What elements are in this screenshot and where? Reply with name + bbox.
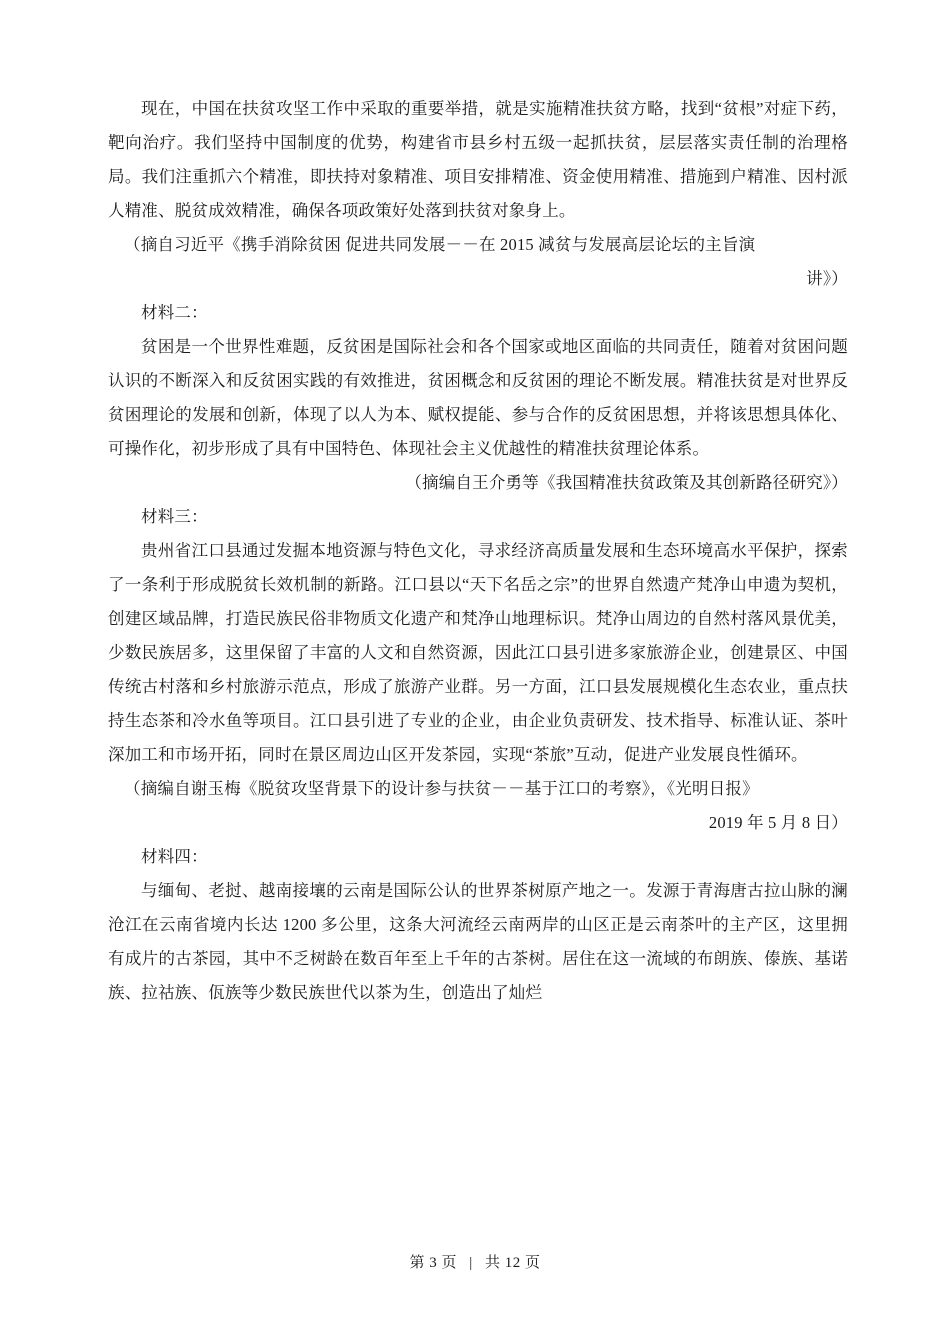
paragraph-material-four-body: 与缅甸、老挝、越南接壤的云南是国际公认的世界茶树原产地之一。发源于青海唐古拉山脉的澜沧江在云南省境内长达 1200 多公里，这条大河流经云南两岸的山区正是云南茶叶的主产区，这里拥有成片的古茶园，其中不乏树龄在数百年至上千年的古茶树。居住在这一流域的布朗族、傣族、基诺族、拉祜族、佤族等少数民族世代以茶为生，创造出了灿烂	[108, 880, 848, 1002]
source-citation-two: （摘编自王介勇等《我国精准扶贫政策及其创新路径研究》）	[405, 472, 848, 492]
document-body	[108, 92, 848, 1010]
source-citation-one	[108, 228, 848, 296]
footer-separator: |	[469, 1255, 473, 1271]
source-citation-one-line2: 讲》）	[806, 268, 848, 288]
paragraph-material-two-body: 贫困是一个世界性难题，反贫困是国际社会和各个国家或地区面临的共同责任，随着对贫困问题认识的不断深入和反贫困实践的有效推进，贫困概念和反贫困的理论不断发展。精准扶贫是对世界反贫困理论的发展和创新，体现了以人为本、赋权提能、参与合作的反贫困思想，并将该思想具体化、可操作化，初步形成了具有中国特色、体现社会主义优越性的精准扶贫理论体系。	[108, 336, 848, 458]
page-footer	[0, 1251, 950, 1272]
source-citation-three-line1: （摘编自谢玉梅《脱贫攻坚背景下的设计参与扶贫－－基于江口的考察》，《光明日报》	[124, 778, 759, 798]
material-two-label: 材料二：	[141, 302, 208, 322]
source-citation-three	[108, 772, 848, 840]
material-four-label: 材料四：	[141, 846, 208, 866]
footer-page-current: 第 3 页	[409, 1255, 457, 1271]
paragraph-material-three-body: 贵州省江口县通过发掘本地资源与特色文化，寻求经济高质量发展和生态环境高水平保护，探索了一条利于形成脱贫长效机制的新路。江口县以“天下名岳之宗”的世界自然遗产梵净山申遗为契机，创建区域品牌，打造民族民俗非物质文化遗产和梵净山地理标识。梵净山周边的自然村落风景优美，少数民族居多，这里保留了丰富的人文和自然资源，因此江口县引进多家旅游企业，创建景区、中国传统古村落和乡村旅游示范点，形成了旅游产业群。另一方面，江口县发展规模化生态农业，重点扶持生态茶和冷水鱼等项目。江口县引进了专业的企业，由企业负责研发、技术指导、标准认证、茶叶深加工和市场开拓，同时在景区周边山区开发茶园，实现“茶旅”互动，促进产业发展良性循环。	[108, 540, 848, 764]
source-citation-one-line1: （摘自习近平《携手消除贫困 促进共同发展－－在 2015 减贫与发展高层论坛的主旨演	[124, 234, 756, 254]
footer-page-total: 共 12 页	[485, 1255, 541, 1271]
material-three-label: 材料三：	[141, 506, 208, 526]
paragraph-material-one-body: 现在，中国在扶贫攻坚工作中采取的重要举措，就是实施精准扶贫方略，找到“贫根”对症下药，靶向治疗。我们坚持中国制度的优势，构建省市县乡村五级一起抓扶贫，层层落实责任制的治理格局。我们注重抓六个精准，即扶持对象精准、项目安排精准、资金使用精准、措施到户精准、因村派人精准、脱贫成效精准，确保各项政策好处落到扶贫对象身上。	[108, 99, 848, 220]
source-citation-three-line2: 2019 年 5 月 8 日）	[708, 812, 848, 832]
